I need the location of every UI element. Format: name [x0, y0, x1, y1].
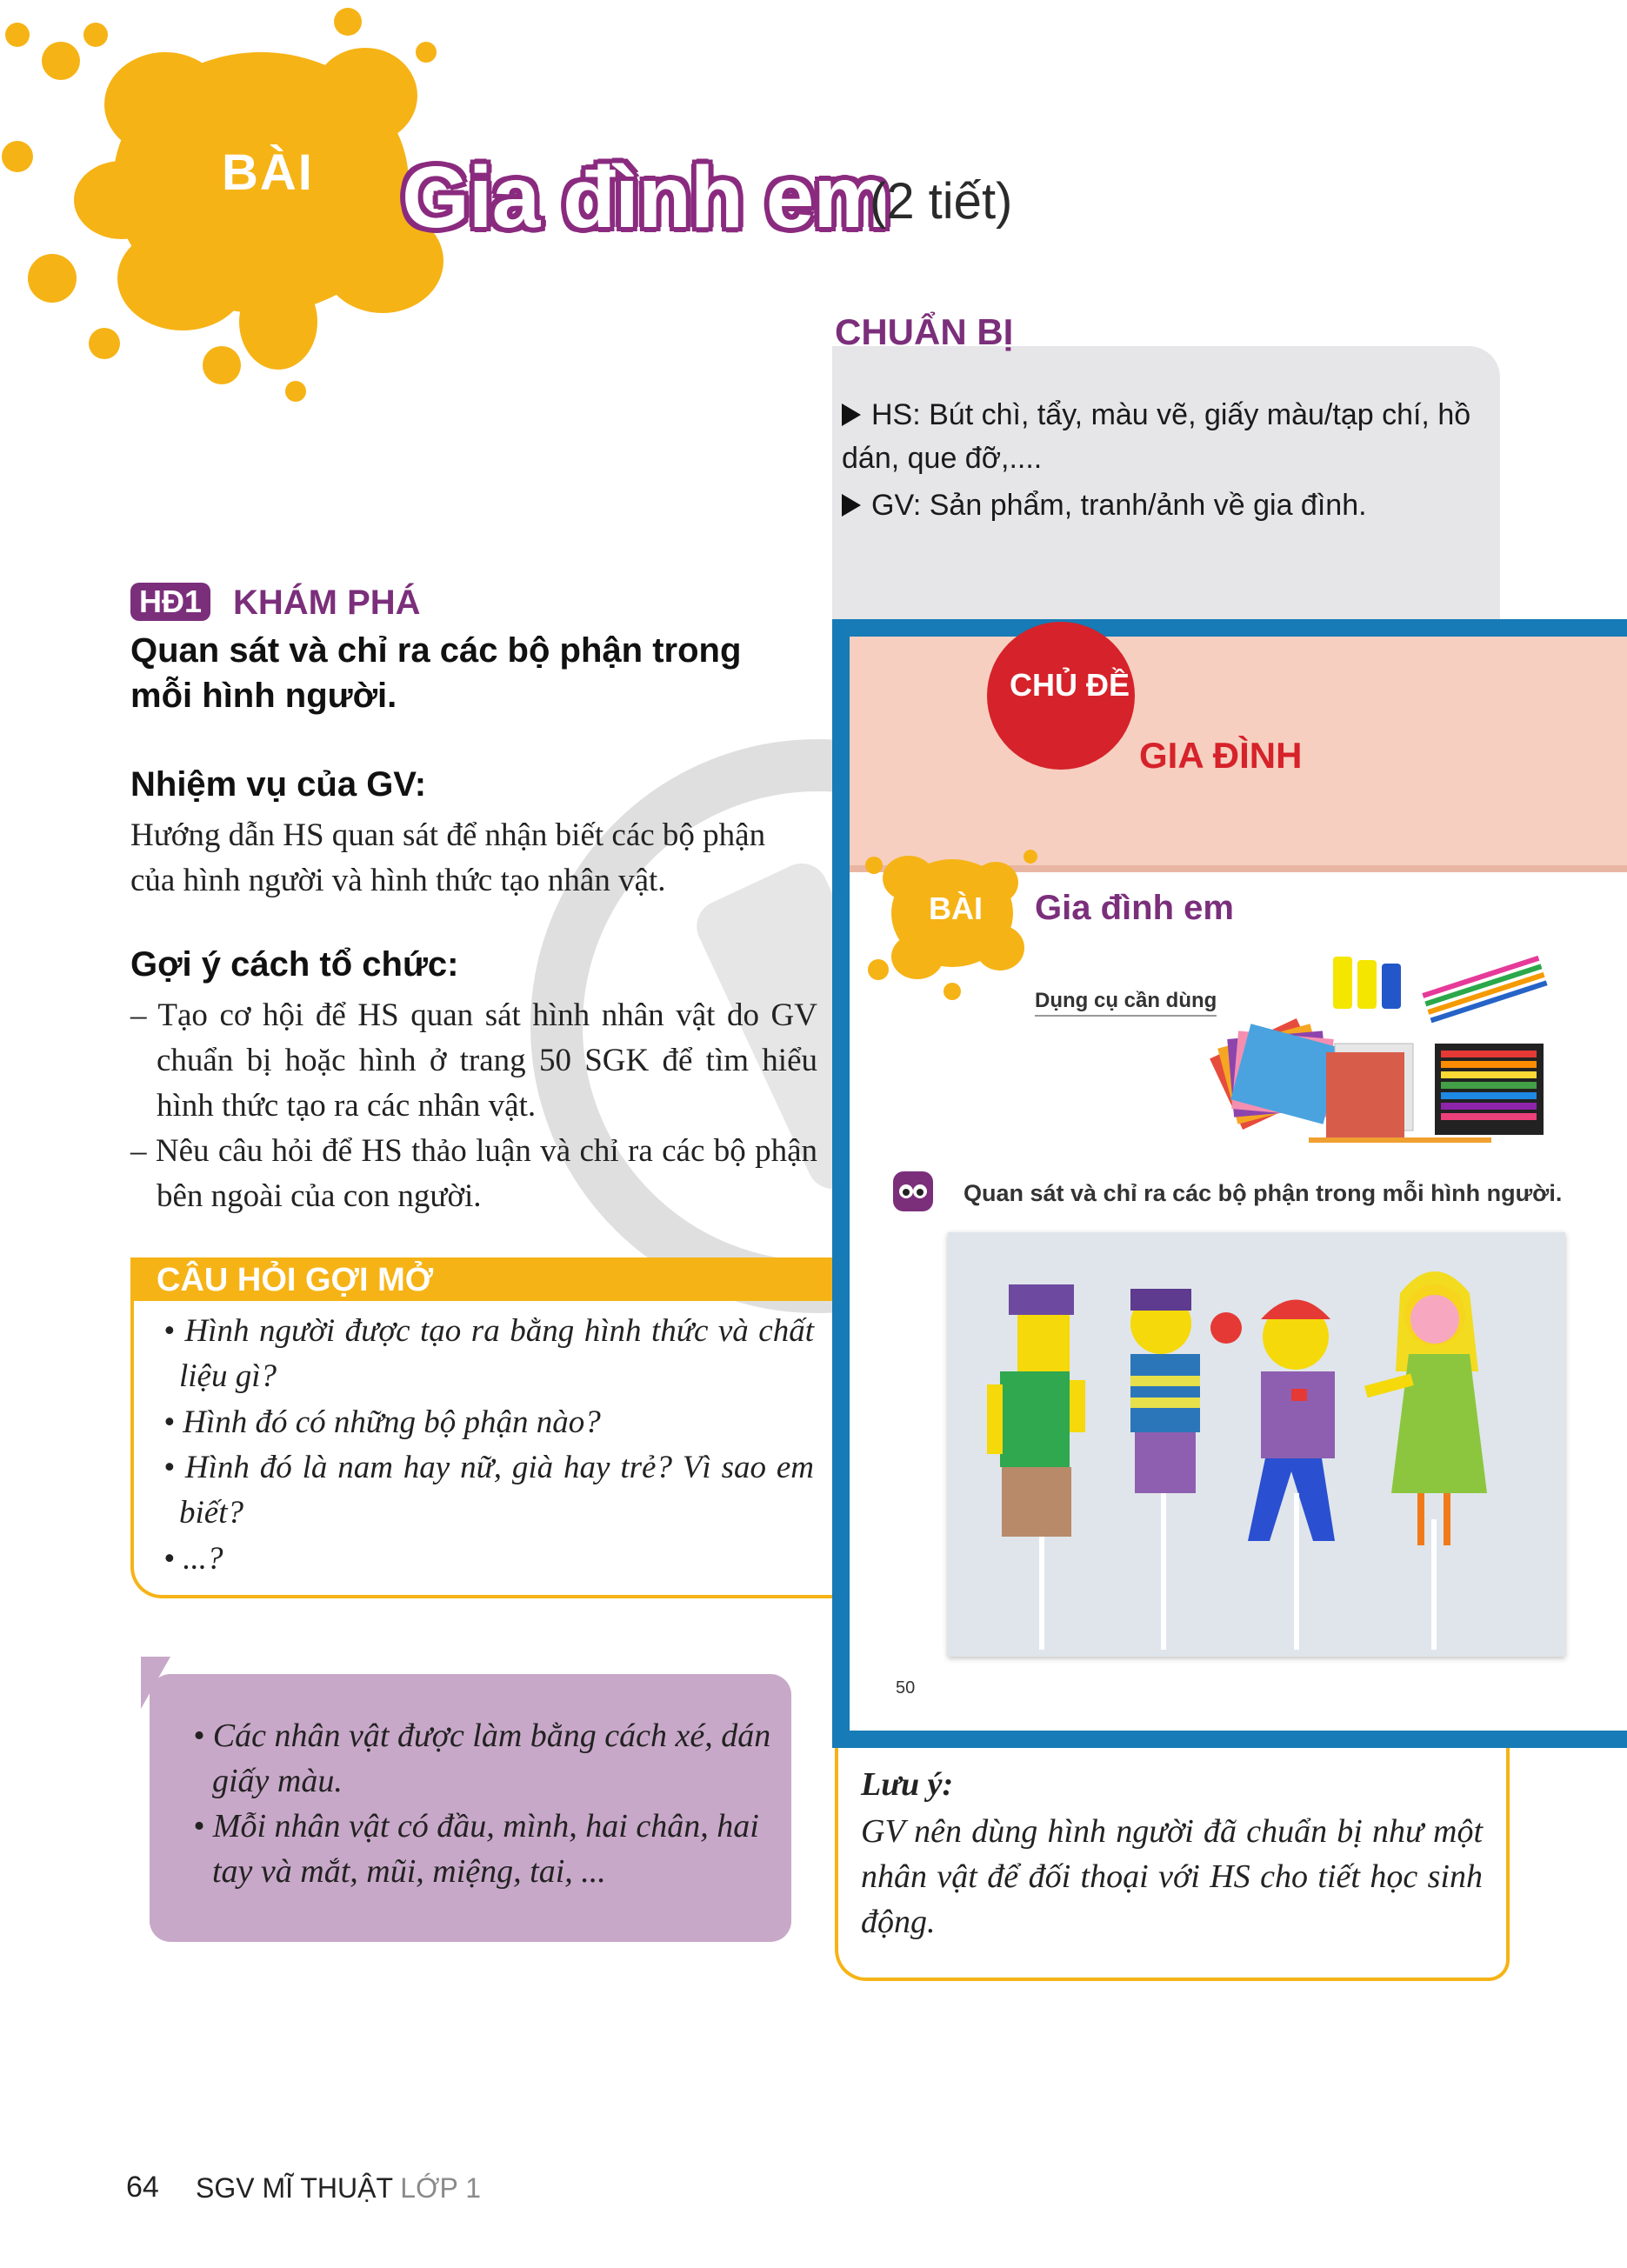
bullet-triangle-icon [842, 404, 861, 426]
organization-item: – Tạo cơ hội để HS quan sát hình nhân vật do GV chuẩn bị hoặc hình ở trang 50 SGK để tìm hiểu hình thức tạo ra các nhân vật. [130, 997, 817, 1124]
organization-heading: Gợi ý cách tổ chức: [130, 945, 459, 984]
page-number: 64 [126, 2171, 159, 2204]
question-item: • Hình đó có những bộ phận nào? [163, 1404, 601, 1440]
answer-item: • Mỗi nhân vật có đầu, mình, hai chân, hai tay và mắt, mũi, miệng, tai, ... [193, 1808, 759, 1890]
questions-heading: CÂU HỎI GỢI MỞ [157, 1262, 434, 1298]
tools-label: Dụng cụ cần dùng [1035, 989, 1217, 1017]
question-item: • Hình người được tạo ra bằng hình thức và chất liệu gì? [163, 1313, 814, 1394]
lesson-periods: (2 tiết) [870, 173, 1013, 230]
topic-name: GIA ĐÌNH [1139, 735, 1303, 776]
textbook-page-number: 50 [896, 1678, 916, 1698]
textbook-lesson-title: Gia đình em [1035, 889, 1234, 927]
note-heading: Lưu ý: [861, 1766, 954, 1803]
activity-name: KHÁM PHÁ [233, 584, 421, 622]
teacher-task-text: Hướng dẫn HS quan sát để nhận biết các bộ phận của hình người và hình thức tạo nhân vật. [130, 817, 766, 898]
lesson-title: Gia đình em [402, 149, 890, 246]
bullet-triangle-icon [842, 494, 861, 517]
preparation-heading: CHUẨN BỊ [835, 311, 1014, 352]
activity-task: Quan sát và chỉ ra các bộ phận trong mỗi hình người. [130, 631, 742, 715]
note-text: GV nên dùng hình người đã chuẩn bị như một nhân vật để đối thoại với HS cho tiết học sinh động. [861, 1813, 1483, 1940]
footer-book-title [196, 2172, 481, 2205]
paper-figures-photo [948, 1232, 1565, 1657]
question-item: • Hình đó là nam hay nữ, già hay trẻ? Vì sao em biết? [163, 1450, 814, 1531]
observe-instruction: Quan sát và chỉ ra các bộ phận trong mỗi hình người. [964, 1180, 1563, 1206]
art-supplies-illustration [1204, 948, 1552, 1148]
eye-icon [893, 1171, 933, 1211]
teacher-task-heading: Nhiệm vụ của GV: [130, 765, 427, 804]
textbook-lesson-label: BÀI [929, 891, 983, 926]
preparation-item: GV: Sản phẩm, tranh/ảnh về gia đình. [842, 484, 1485, 527]
answer-item: • Các nhân vật được làm bằng cách xé, dán giấy màu. [193, 1718, 771, 1799]
activity-badge: HĐ1 [130, 583, 210, 621]
organization-item: – Nêu câu hỏi để HS thảo luận và chỉ ra các bộ phận bên ngoài của con người. [130, 1133, 817, 1214]
question-item: • ...? [163, 1541, 223, 1577]
topic-label: CHỦ ĐỀ [1009, 667, 1130, 703]
book-grade: LỚP 1 [400, 2172, 481, 2204]
preparation-item: HS: Bút chì, tẩy, màu vẽ, giấy màu/tạp chí, hồ dán, que đỡ,.... [842, 398, 1471, 475]
lesson-label: BÀI [222, 144, 314, 201]
book-title: SGV MĨ THUẬT [196, 2172, 393, 2204]
